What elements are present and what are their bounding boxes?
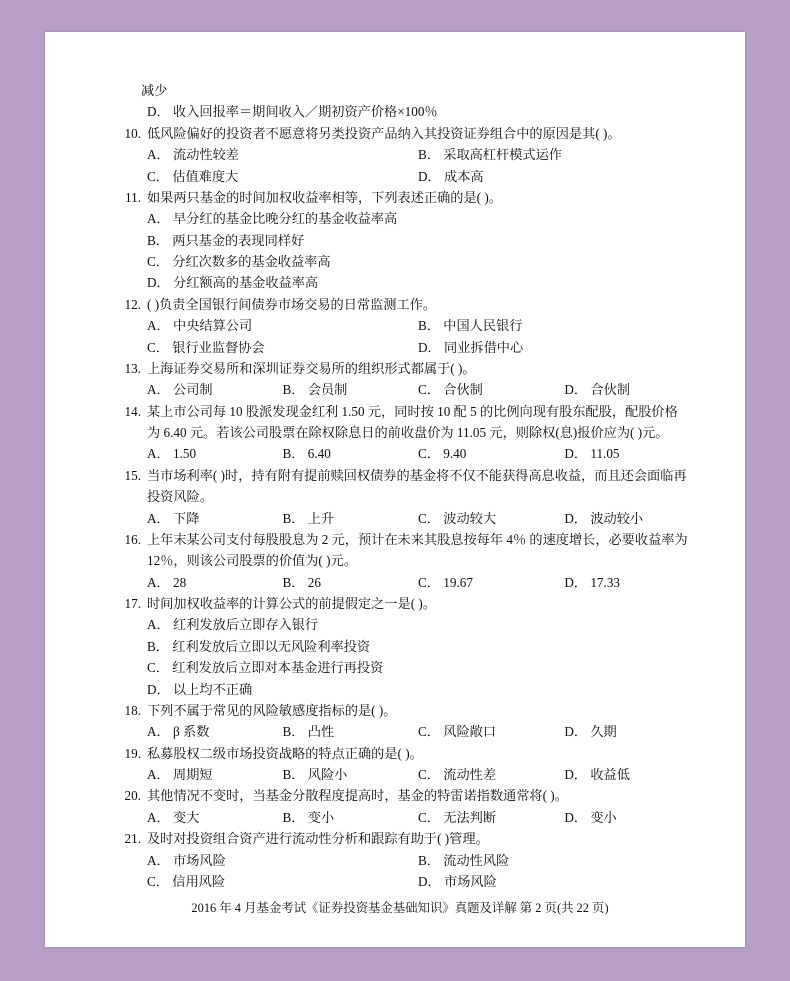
question-18: [111, 700, 689, 721]
option-d: D． 合伙制: [564, 382, 630, 398]
question-19: [111, 743, 689, 764]
question-stem: ( )负责全国银行间债券市场交易的日常监测工作。: [147, 296, 437, 312]
option-d: D． 收益低: [564, 767, 630, 782]
question-14-options: [111, 443, 689, 464]
question-stem: 低风险偏好的投资者不愿意将另类投资产品纳入其投资证券组合中的原因是其( )。: [147, 125, 621, 141]
option-d: D． 同业拆借中心: [418, 339, 524, 355]
question-stem: 某上市公司每 10 股派发现金红利 1.50 元，同时按 10 配 5 的比例向现有股东配股，配股价格为 6.40 元。若该公司股票在除权除息日的前收盘价为 11.05 元，则除权(息)报价应为( )元。: [147, 403, 678, 440]
question-10-options-row-2: [111, 166, 689, 187]
question-stem: 下列不属于常见的风险敏感度指标的是( )。: [147, 702, 397, 718]
question-14: [111, 401, 689, 444]
carryover-line-2: D． 收入回报率＝期间收入／期初资产价格×100％: [147, 104, 438, 120]
option-c: C． 风险敞口: [418, 724, 497, 740]
page-footer: 2016 年 4 月基金考试《证券投资基金基础知识》真题及详解 第 2 页(共 22 页): [191, 901, 609, 915]
question-12-options-row-1: [111, 315, 689, 336]
question-21: [111, 828, 689, 849]
question-13: [111, 358, 689, 379]
option-c: C． 银行业监督协会: [147, 339, 265, 355]
question-12: [111, 294, 689, 315]
question-20-options: [111, 807, 689, 828]
option-b: B． 采取高杠杆模式运作: [418, 147, 562, 163]
option-b: B． 26: [282, 574, 321, 590]
question-10: [111, 123, 689, 144]
option-c: C． 无法判断: [418, 809, 497, 825]
question-number: 16.: [124, 531, 141, 547]
question-stem: 当市场利率( )时，持有附有提前赎回权债券的基金将不仅不能获得高息收益，而且还会面临再投资风险。: [147, 467, 687, 505]
option-c: C． 波动较大: [418, 510, 497, 526]
page-content: [111, 80, 689, 910]
option-a: A． 流动性较差: [147, 147, 239, 163]
option-a: A． 28: [147, 574, 187, 590]
option-d: D． 变小: [564, 809, 617, 825]
option-d: D． 成本高: [418, 168, 484, 184]
option-b: B． 两只基金的表现同样好: [147, 232, 305, 248]
document-page: [45, 32, 745, 947]
option-a: A． 市场风险: [147, 852, 226, 868]
option-b: B． 中国人民银行: [418, 318, 523, 334]
option-d: D． 分红额高的基金收益率高: [147, 275, 319, 291]
option-d: D． 17.33: [564, 574, 621, 590]
question-20: [111, 785, 689, 806]
option-a: A． 下降: [147, 510, 200, 526]
option-b: B． 流动性风险: [418, 852, 510, 868]
option-d: D． 市场风险: [418, 873, 497, 889]
question-number: 14.: [124, 403, 141, 419]
option-c: C． 红利发放后立即对本基金进行再投资: [147, 660, 384, 676]
question-number: 15.: [124, 467, 141, 483]
option-a: A． 变大: [147, 809, 200, 825]
option-d: D． 以上均不正确: [147, 681, 253, 697]
question-stem: 上海证券交易所和深圳证券交易所的组织形式都属于( )。: [147, 360, 476, 376]
option-c: C． 分红次数多的基金收益率高: [147, 254, 331, 269]
question-21-options-row-2: [111, 871, 689, 892]
option-c: C． 9.40: [418, 446, 467, 462]
option-c: C． 流动性差: [418, 767, 497, 782]
option-c: C． 合伙制: [418, 382, 483, 398]
question-number: 12.: [124, 296, 141, 312]
option-a: A． 中央结算公司: [147, 318, 253, 334]
question-13-options: [111, 379, 689, 400]
option-b: B． 6.40: [282, 446, 331, 462]
option-b: B． 凸性: [282, 724, 335, 740]
option-a: A． 早分红的基金比晚分红的基金收益率高: [147, 211, 398, 227]
question-number: 19.: [124, 745, 141, 761]
question-16: [111, 529, 689, 572]
option-c: C． 估值难度大: [147, 168, 239, 184]
option-d: D． 久期: [564, 724, 617, 740]
question-19-options: [111, 764, 689, 785]
option-a: A． β 系数: [147, 724, 210, 740]
question-stem: 时间加权收益率的计算公式的前提假定之一是( )。: [147, 596, 437, 611]
option-b: B． 风险小: [282, 767, 348, 782]
question-number: 18.: [124, 702, 141, 718]
question-number: 11.: [125, 189, 141, 205]
question-stem: 上年末某公司支付每股股息为 2 元，预计在未来其股息按每年 4％ 的速度增长，必要收益率为 12％，则该公司股票的价值为( )元。: [147, 531, 688, 569]
question-21-options-row-1: [111, 850, 689, 871]
option-a: A． 1.50: [147, 446, 197, 462]
question-11: [111, 187, 689, 208]
question-15: [111, 465, 689, 508]
question-stem: 及时对投资组合资产进行流动性分析和跟踪有助于( )管理。: [147, 831, 489, 847]
option-a: A． 红利发放后立即存入银行: [147, 617, 319, 633]
question-12-options-row-2: [111, 337, 689, 358]
question-number: 20.: [124, 788, 141, 804]
question-stem: 其他情况不变时，当基金分散程度提高时，基金的特雷诺指数通常将( )。: [147, 788, 568, 804]
question-17: [111, 593, 689, 614]
option-a: A． 周期短: [147, 767, 213, 782]
question-18-options: [111, 721, 689, 742]
question-10-options-row-1: [111, 144, 689, 165]
question-number: 17.: [124, 596, 141, 611]
option-b: B． 会员制: [282, 382, 348, 398]
carryover-line-1: 减少: [141, 83, 168, 98]
question-16-options: [111, 572, 689, 593]
option-b: B． 红利发放后立即以无风险利率投资: [147, 638, 371, 654]
question-number: 21.: [124, 831, 141, 847]
option-c: C． 19.67: [418, 574, 473, 590]
option-d: D． 11.05: [564, 446, 620, 462]
question-stem: 私募股权二级市场投资战略的特点正确的是( )。: [147, 745, 423, 761]
option-b: B． 变小: [282, 809, 335, 825]
question-15-options: [111, 508, 689, 529]
option-a: A． 公司制: [147, 382, 213, 398]
question-number: 13.: [124, 360, 141, 376]
question-stem: 如果两只基金的时间加权收益率相等，下列表述正确的是( )。: [147, 189, 502, 205]
option-c: C． 信用风险: [147, 873, 226, 889]
question-number: 10.: [124, 125, 141, 141]
option-b: B． 上升: [282, 510, 335, 526]
option-d: D． 波动较小: [564, 510, 644, 526]
